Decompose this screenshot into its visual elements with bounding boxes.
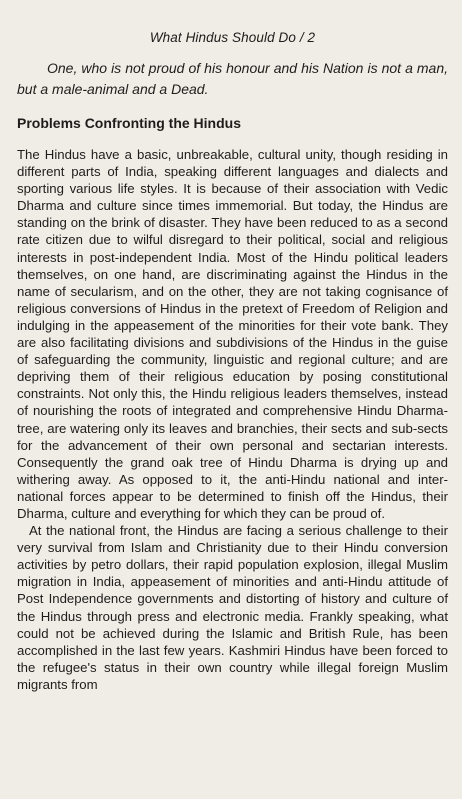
- paragraph-2: At the national front, the Hindus are facing a serious challenge to their very survival from Islam and Christianity due to their Hindu conversion activities by petro dollars, their rapid population explosion, illegal Muslim migration in India, appeasement of minorities and anti-Hindu attitude of Post Independence governments and distorting of history and culture of the Hindus through press and electronic media. Frankly speaking, what could not be achieved during the Islamic and British Rule, has been accomplished in the last few years. Kashmiri Hindus have been forced to the refugee's status in their own country while illegal foreign Muslim migrants from: [17, 523, 448, 692]
- section-heading: Problems Confronting the Hindus: [17, 115, 241, 131]
- paragraph-1: The Hindus have a basic, unbreakable, cultural unity, though residing in different parts of India, speaking different languages and dialects and sporting various life styles. It is because of their association with Vedic Dharma and culture since times immemorial. But today, the Hindus are standing on the brink of disaster. They have been reduced to as a second rate citizen due to wilful disregard to their political, social and religious interests in post-independent India. Most of the Hindu political leaders themselves, on one hand, are discriminating against the Hindus in the name of secularism, and on the other, they are not taking cognisance of religious conversions of Hindus in the pretext of Freedom of Religion and indulging in the appeasement of the minorities for their vote bank. They are also facilitating divisions and subdivisions of the Hindus in the guise of safeguarding the community, linguistic and regional culture; and are depriving them of their religious education by posing constitutional constraints. Not only this, the Hindu religious leaders themselves, instead of nourishing the roots of integrated and comprehensive Hindu Dharma-tree, are watering only its leaves and branchies, their sects and sub-sects for the advancement of their own personal and sectarian interests. Consequently the grand oak tree of Hindu Dharma is drying up and withering away. As opposed to it, the anti-Hindu national and inter-national forces appear to be determined to finish off the Hindus, their Dharma, culture and everything for which they can be proud of.: [17, 147, 448, 521]
- epigraph-quote: One, who is not proud of his honour and his Nation is not a man, but a male-animal and a Dead.: [17, 60, 448, 97]
- running-head: What Hindus Should Do / 2: [149, 30, 316, 45]
